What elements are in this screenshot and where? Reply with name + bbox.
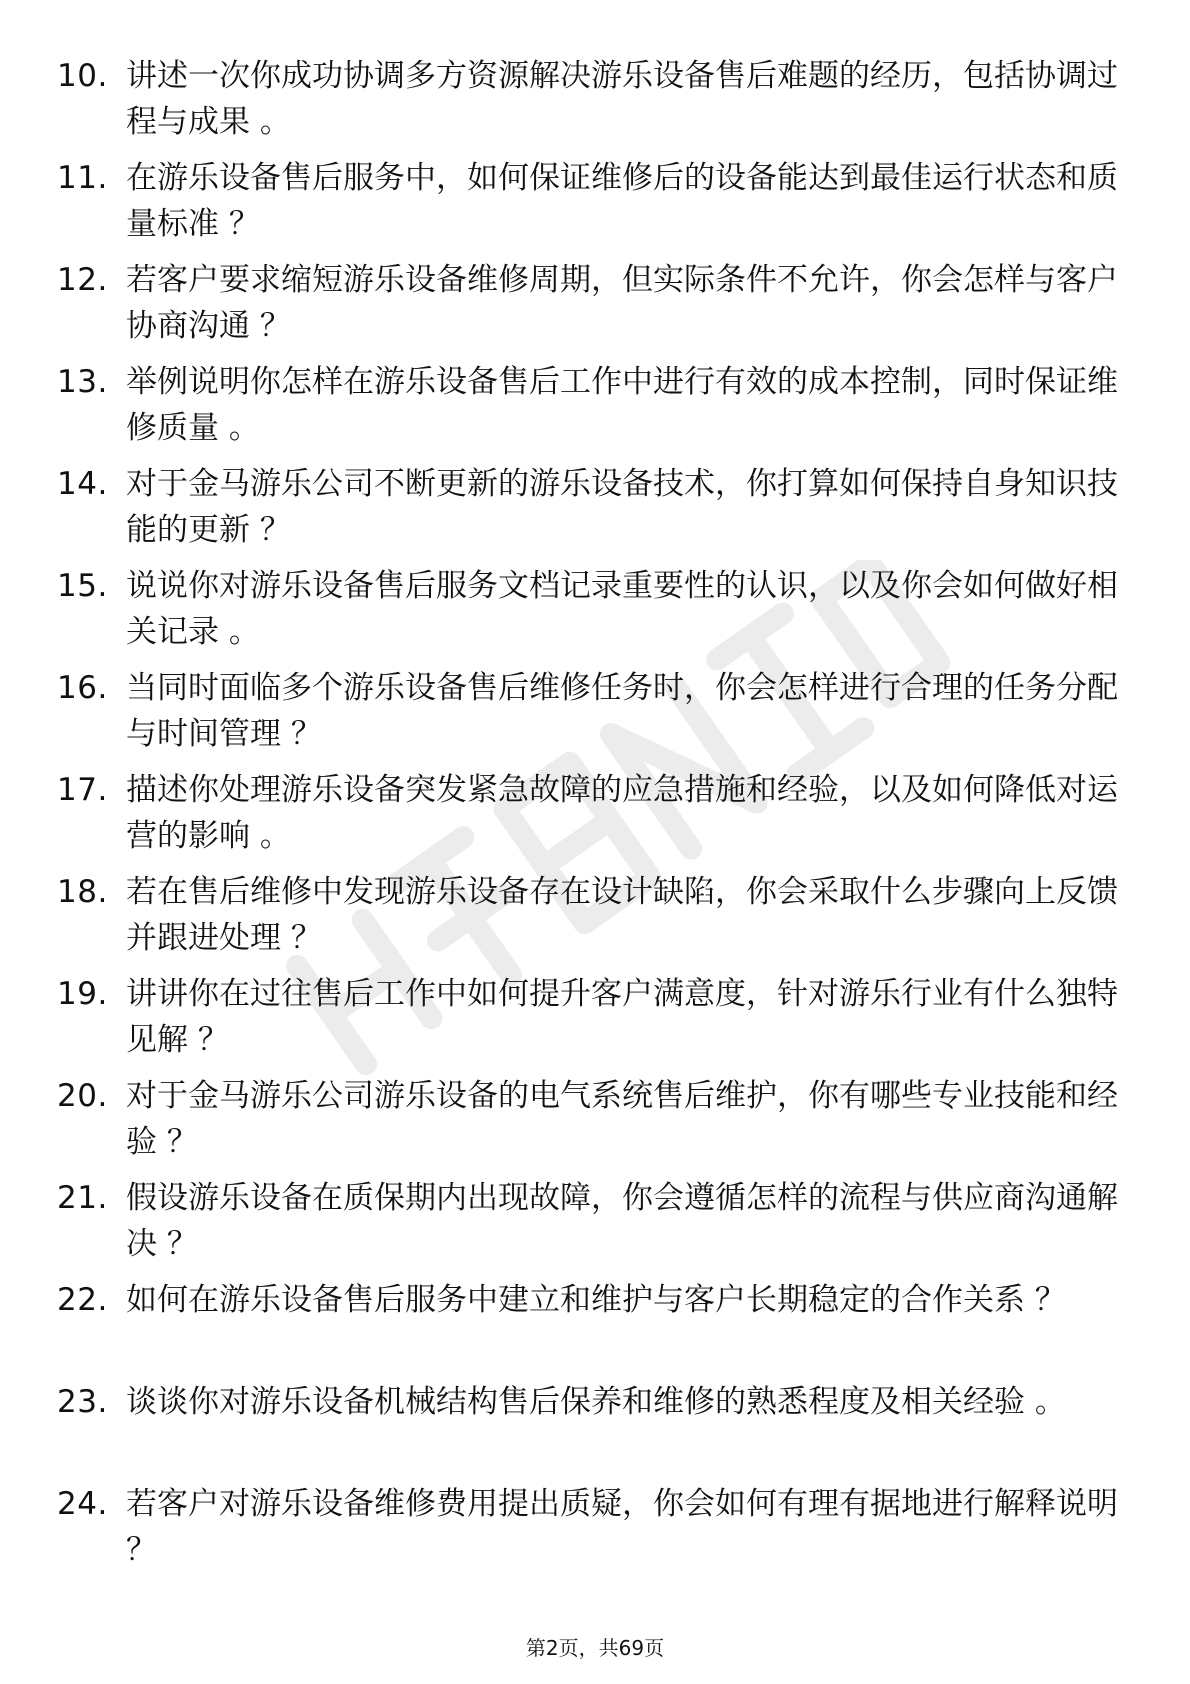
question-number: 19. xyxy=(57,976,108,1012)
question-text: 若客户要求缩短游乐设备维修周期，但实际条件不允许，你会怎样与客户协商沟通 ？ xyxy=(126,262,1118,344)
question-number: 17. xyxy=(57,772,108,808)
question-text: 若客户对游乐设备维修费用提出质疑，你会如何有理有据地进行解释说明 ？ xyxy=(126,1486,1118,1568)
question-text: 说说你对游乐设备售后服务文档记录重要性的认识，以及你会如何做好相关记录 。 xyxy=(126,568,1118,650)
question-text: 举例说明你怎样在游乐设备售后工作中进行有效的成本控制，同时保证维修质量 。 xyxy=(126,364,1118,446)
question-item xyxy=(57,53,1137,155)
question-number: 10. xyxy=(57,58,108,94)
question-item xyxy=(57,1379,1137,1481)
question-item xyxy=(57,461,1137,563)
question-list xyxy=(57,53,1137,1583)
question-number: 16. xyxy=(57,670,108,706)
page-indicator: 第2页，共69页 xyxy=(525,1636,665,1660)
question-number: 20. xyxy=(57,1078,108,1114)
question-text: 讲讲你在过往售后工作中如何提升客户满意度，针对游乐行业有什么独特见解 ？ xyxy=(126,976,1118,1058)
question-item xyxy=(57,257,1137,359)
question-text: 谈谈你对游乐设备机械结构售后保养和维修的熟悉程度及相关经验 。 xyxy=(126,1384,1066,1420)
question-text: 假设游乐设备在质保期内出现故障，你会遵循怎样的流程与供应商沟通解决 ？ xyxy=(126,1180,1118,1262)
question-item xyxy=(57,869,1137,971)
question-item xyxy=(57,1073,1137,1175)
page-footer xyxy=(0,1634,1190,1662)
question-item xyxy=(57,767,1137,869)
question-item xyxy=(57,359,1137,461)
question-number: 15. xyxy=(57,568,108,604)
question-number: 24. xyxy=(57,1486,108,1522)
question-item xyxy=(57,665,1137,767)
question-number: 11. xyxy=(57,160,108,196)
question-text: 在游乐设备售后服务中，如何保证维修后的设备能达到最佳运行状态和质量标准 ？ xyxy=(126,160,1118,242)
question-number: 12. xyxy=(57,262,108,298)
question-item xyxy=(57,971,1137,1073)
question-text: 讲述一次你成功协调多方资源解决游乐设备售后难题的经历，包括协调过程与成果 。 xyxy=(126,58,1118,140)
question-text: 对于金马游乐公司不断更新的游乐设备技术，你打算如何保持自身知识技能的更新 ？ xyxy=(126,466,1118,548)
question-number: 13. xyxy=(57,364,108,400)
question-text: 若在售后维修中发现游乐设备存在设计缺陷，你会采取什么步骤向上反馈并跟进处理 ？ xyxy=(126,874,1118,956)
question-item xyxy=(57,155,1137,257)
question-item xyxy=(57,1277,1137,1379)
question-number: 14. xyxy=(57,466,108,502)
question-number: 23. xyxy=(57,1384,108,1420)
question-item xyxy=(57,563,1137,665)
question-text: 对于金马游乐公司游乐设备的电气系统售后维护，你有哪些专业技能和经验 ？ xyxy=(126,1078,1118,1160)
question-text: 描述你处理游乐设备突发紧急故障的应急措施和经验，以及如何降低对运营的影响 。 xyxy=(126,772,1118,854)
question-number: 21. xyxy=(57,1180,108,1216)
question-text: 如何在游乐设备售后服务中建立和维护与客户长期稳定的合作关系 ？ xyxy=(126,1282,1066,1318)
question-number: 22. xyxy=(57,1282,108,1318)
question-item xyxy=(57,1481,1137,1583)
question-text: 当同时面临多个游乐设备售后维修任务时，你会怎样进行合理的任务分配与时间管理 ？ xyxy=(126,670,1118,752)
question-number: 18. xyxy=(57,874,108,910)
question-item xyxy=(57,1175,1137,1277)
